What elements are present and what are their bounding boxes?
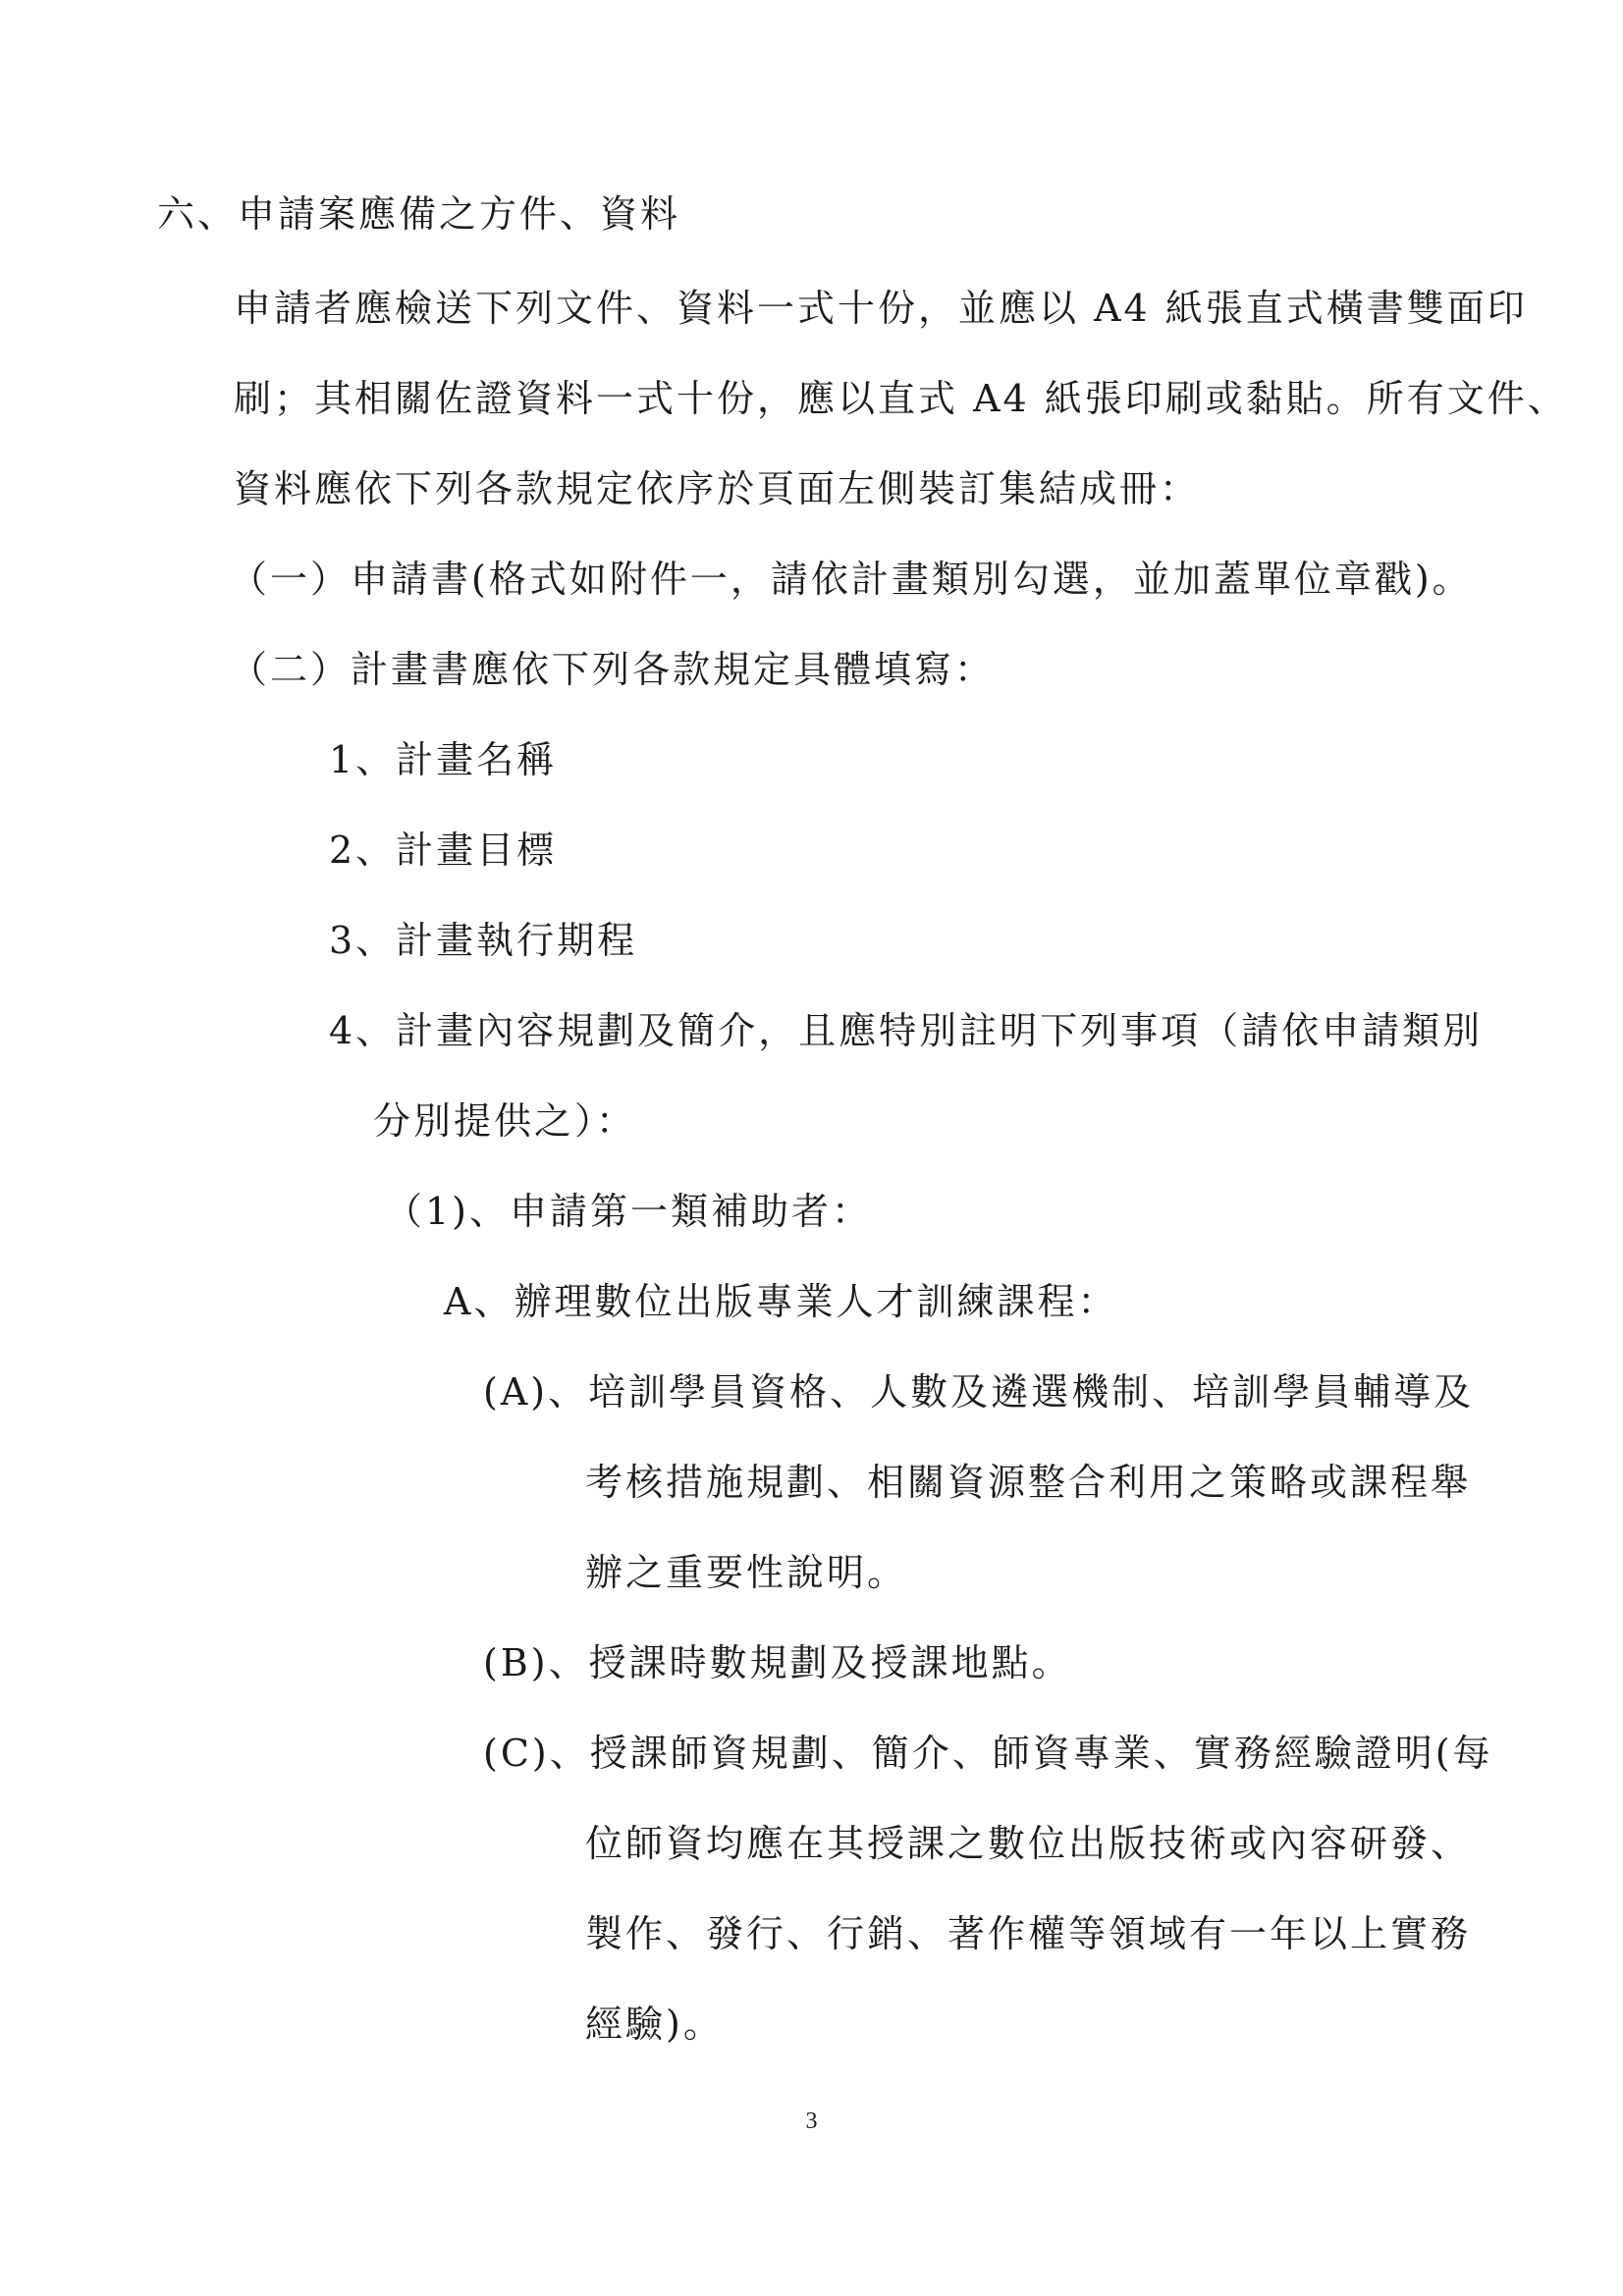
numbered-item-1: 1、計畫名稱	[329, 738, 558, 781]
sub-item-a-C-line-3: 製作、發行、行銷、著作權等領域有一年以上實務	[585, 1912, 1472, 1955]
sub-item-a-C-line-2: 位師資均應在其授課之數位出版技術或內容研發、	[585, 1822, 1472, 1865]
intro-line-2: 刷；其相關佐證資料一式十份，應以直式 A4 紙張印刷或黏貼。所有文件、	[234, 377, 1568, 420]
sub-item-a-A-line-3: 辦之重要性說明。	[585, 1551, 908, 1594]
numbered-item-2: 2、計畫目標	[329, 828, 558, 872]
sub-item-a: A、辦理數位出版專業人才訓練課程：	[444, 1280, 1118, 1323]
sub-item-a-A-line-2: 考核措施規劃、相關資源整合利用之策略或課程舉	[585, 1461, 1472, 1504]
subsection-category-1: （1)、申請第一類補助者：	[385, 1190, 873, 1233]
numbered-item-4-line-1: 4、計畫內容規劃及簡介，且應特別註明下列事項（請依申請類別	[329, 1009, 1484, 1052]
intro-line-3: 資料應依下列各款規定依序於頁面左側裝訂集結成冊：	[234, 467, 1201, 510]
item-plan-document: （二）計畫書應依下列各款規定具體填寫：	[230, 648, 996, 691]
page-number: 3	[805, 2109, 818, 2134]
sub-item-a-B: (B)、授課時數規劃及授課地點。	[483, 1641, 1072, 1684]
sub-item-a-A-line-1: (A)、培訓學員資格、人數及遴選機制、培訓學員輔導及	[483, 1370, 1475, 1414]
intro-line-1: 申請者應檢送下列文件、資料一式十份，並應以 A4 紙張直式橫書雙面印	[234, 287, 1528, 330]
section-heading: 六、申請案應備之方件、資料	[157, 192, 681, 236]
sub-item-a-C-line-1: (C)、授課師資規劃、簡介、師資專業、實務經驗證明(每	[483, 1732, 1493, 1775]
item-application-form: （一）申請書(格式如附件一，請依計畫類別勾選，並加蓋單位章戳)。	[230, 558, 1473, 601]
sub-item-a-C-line-4: 經驗)。	[585, 2002, 724, 2046]
numbered-item-3: 3、計畫執行期程	[329, 919, 638, 962]
numbered-item-4-line-2: 分別提供之）：	[373, 1099, 637, 1143]
